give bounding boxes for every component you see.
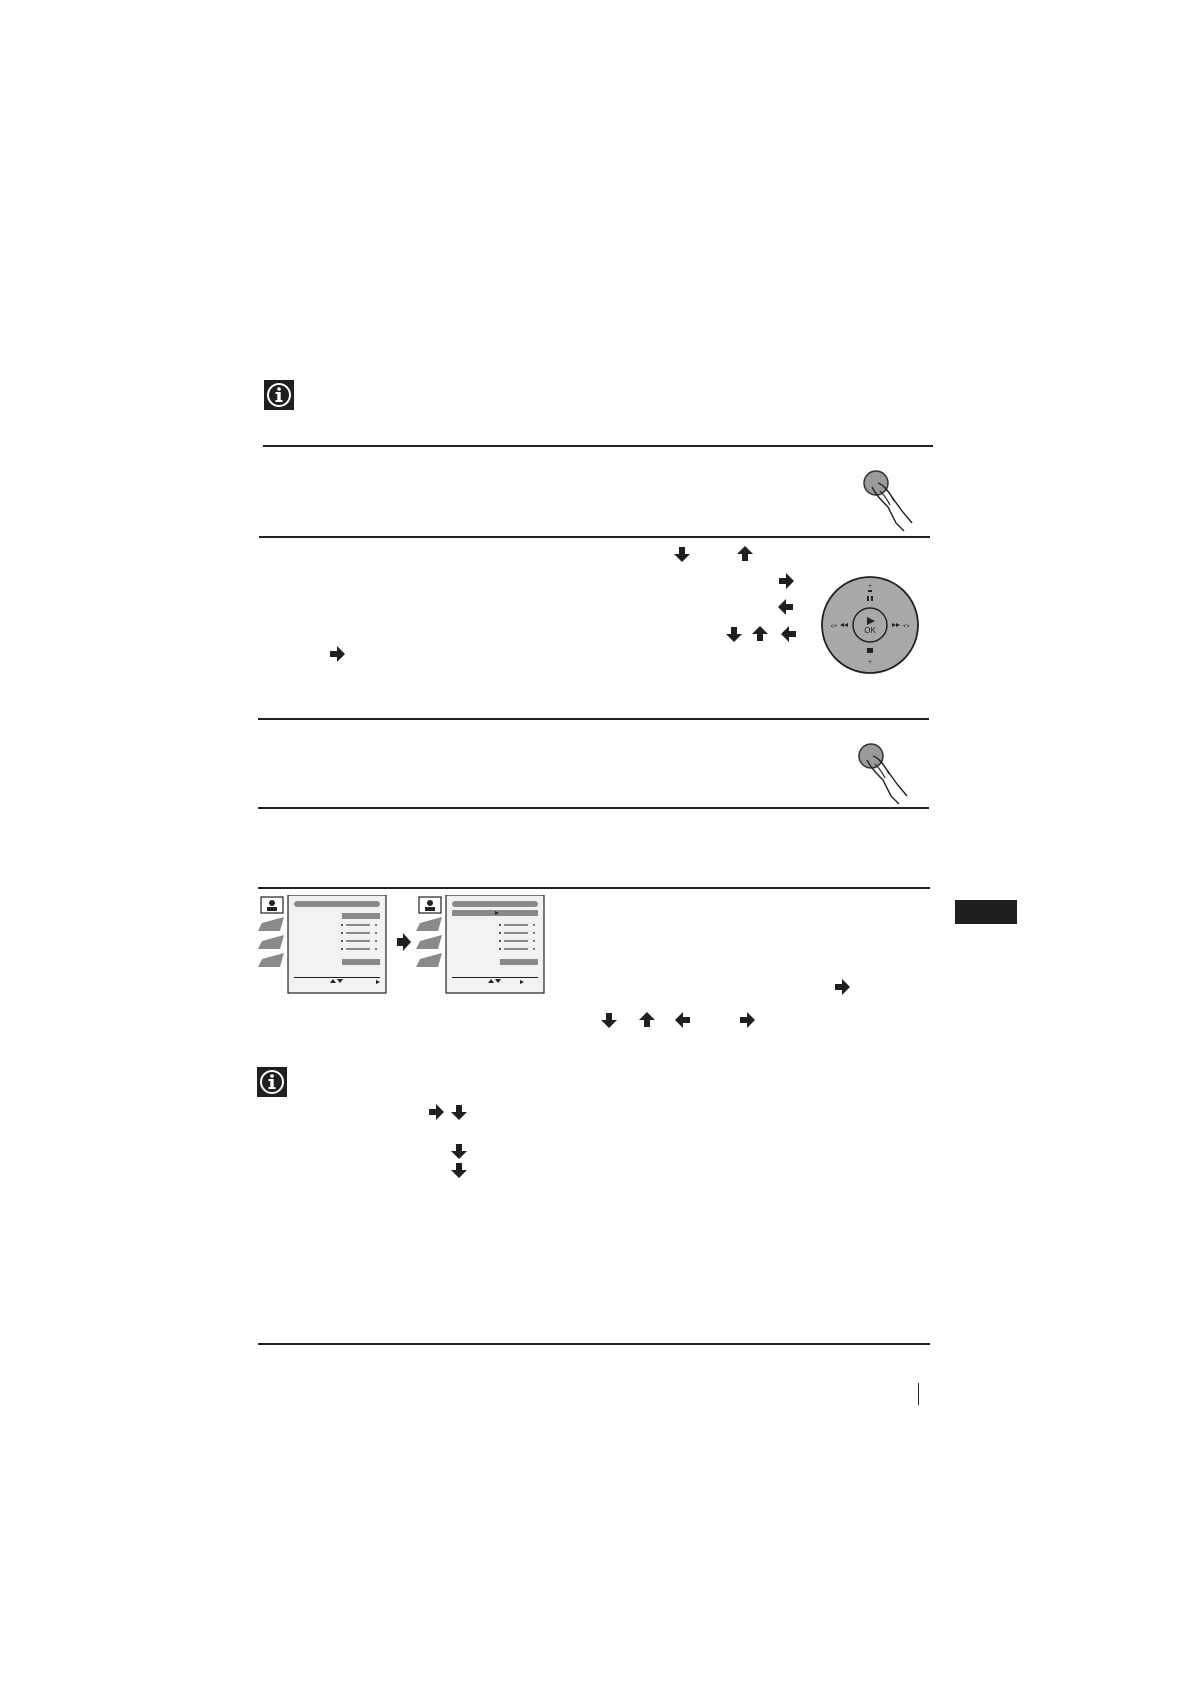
arrow-up-icon: [638, 1011, 656, 1029]
arrow-right-icon: [777, 572, 795, 590]
menu-screen-icon: [258, 895, 548, 995]
arrow-up-icon: [736, 545, 754, 563]
svg-text:+: +: [868, 584, 872, 590]
section-divider: [258, 718, 929, 720]
arrow-up-icon: [751, 625, 769, 643]
page-number-separator: [918, 1383, 919, 1405]
section-divider: [258, 887, 930, 889]
arrow-down-icon: [673, 545, 691, 563]
push-button-hand-icon: [858, 465, 914, 533]
info-icon: [257, 1067, 287, 1097]
navigation-pad-icon: [820, 575, 920, 675]
svg-text:<+: <+: [830, 624, 838, 630]
section-divider: [258, 807, 929, 809]
svg-text:+: +: [868, 660, 872, 666]
arrow-down-icon: [725, 625, 743, 643]
info-icon: [264, 380, 294, 410]
push-button-hand-icon: [853, 738, 909, 806]
section-divider: [259, 536, 930, 538]
svg-text:+>: +>: [902, 624, 910, 630]
arrow-down-icon: [600, 1011, 618, 1029]
arrow-down-icon: [450, 1142, 468, 1160]
arrow-left-icon: [777, 598, 795, 616]
section-divider: [263, 445, 933, 447]
ok-label: OK: [864, 626, 876, 635]
section-tab-marker: [955, 900, 1017, 924]
arrow-left-icon: [780, 625, 798, 643]
arrow-right-icon: [328, 645, 346, 663]
arrow-right-icon: [738, 1011, 756, 1029]
arrow-down-icon: [450, 1103, 468, 1121]
arrow-right-icon: [833, 978, 851, 996]
arrow-down-icon: [450, 1161, 468, 1179]
arrow-left-icon: [674, 1011, 692, 1029]
section-divider: [258, 1343, 930, 1345]
arrow-right-icon: [427, 1103, 445, 1121]
